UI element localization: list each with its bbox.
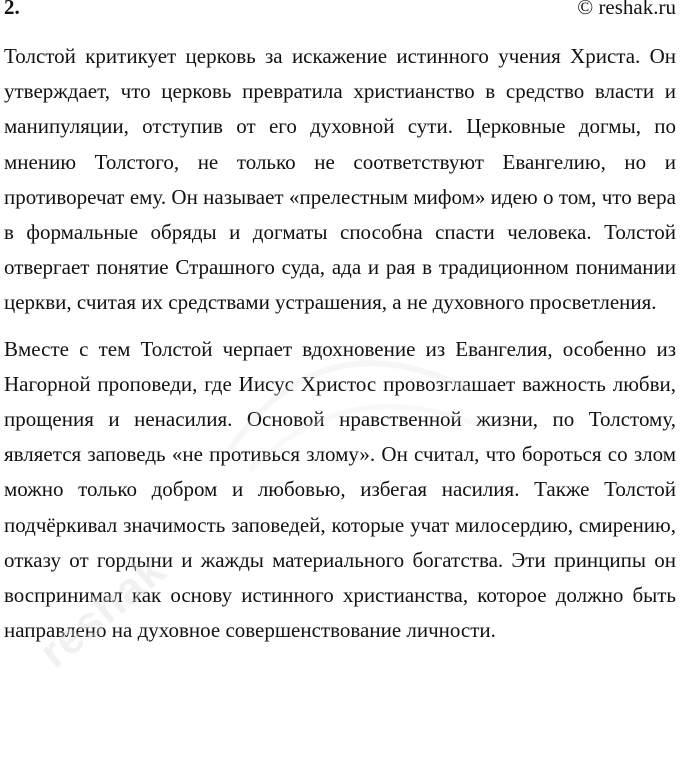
paragraph-1: Толстой критикует церковь за искажение истинного учения Христа. Он утверждает, что церковь превратила христианство в средство власти и манипуляции, отступив от его духовной сути. Церковные догмы, по мнению Толстого, не только не соответствуют Евангелию, но и противоречат ему. Он называет «прелестным мифом» идею о том, что вера в формальные обряды и догматы способна спасти человека. Толстой отвергает понятие Страшного суда, ада и рая в традиционном понимании церкви, считая их средствами устрашения, а не духовного просветления. [4,44,676,315]
task-number: 2. [4,0,20,19]
watermark-text: reshak [30,544,175,678]
answer-text [4,39,676,648]
site-credit: © reshak.ru [577,0,676,19]
paragraph-2: Вместе с тем Толстой черпает вдохновение из Евангелия, особенно из Нагорной проповеди, где Иисус Христос провозглашает важность любви, прощения и ненасилия. Основой нравственной жизни, по Толстому, является заповедь «не противься злому». Он считал, что бороться со злом можно только добром и любовью, избегая насилия. Также Толстой подчёркивал значимость заповедей, которые учат милосердию, смирению, отказу от гордыни и жажды материального богатства. Эти принципы он воспринимал как основу истинного христианства, которое должно быть направлено на духовное совершенствование личности. [4,336,676,643]
header [0,0,680,24]
